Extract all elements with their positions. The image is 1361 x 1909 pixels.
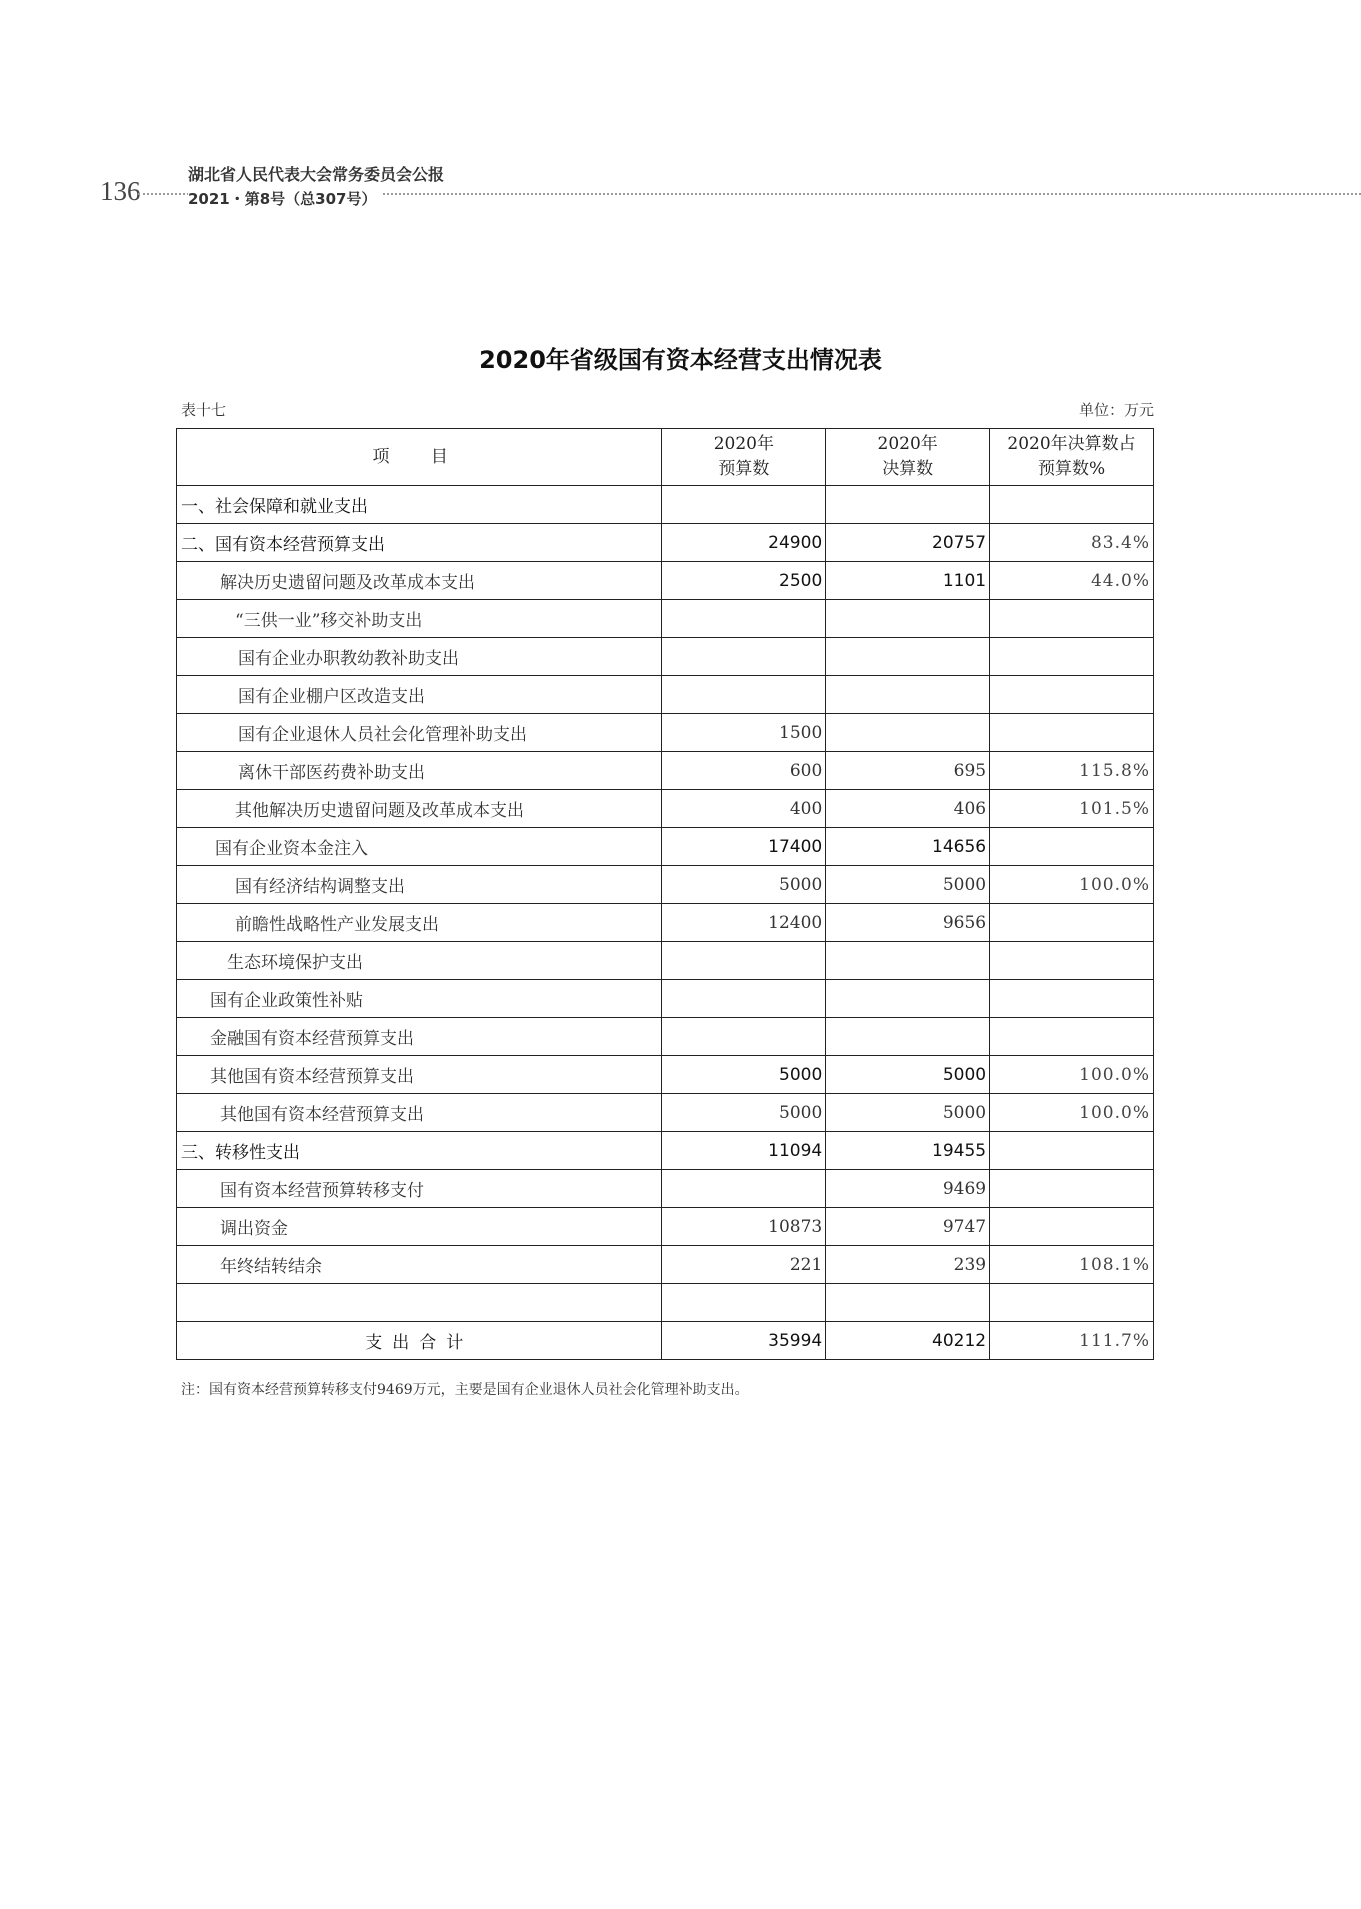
row-budget: 11094 xyxy=(662,1132,826,1170)
row-ratio xyxy=(990,1132,1154,1170)
row-label: 二、国有资本经营预算支出 xyxy=(177,524,662,562)
row-final: 1101 xyxy=(826,562,990,600)
table-row xyxy=(177,828,1154,866)
table-row xyxy=(177,1170,1154,1208)
row-budget xyxy=(662,1018,826,1056)
row-budget: 10873 xyxy=(662,1208,826,1246)
table-footnote: 注：国有资本经营预算转移支付9469万元，主要是国有企业退休人员社会化管理补助支出。 xyxy=(181,1382,749,1398)
table-row xyxy=(177,714,1154,752)
row-label xyxy=(177,1284,662,1322)
row-budget xyxy=(662,638,826,676)
row-label: 其他解决历史遗留问题及改革成本支出 xyxy=(177,790,662,828)
table-row xyxy=(177,980,1154,1018)
expenditure-table xyxy=(176,428,1154,1360)
row-final: 695 xyxy=(826,752,990,790)
row-budget: 5000 xyxy=(662,1056,826,1094)
row-label: 其他国有资本经营预算支出 xyxy=(177,1094,662,1132)
row-final xyxy=(826,1284,990,1322)
row-ratio: 101.5% xyxy=(990,790,1154,828)
table-row xyxy=(177,1094,1154,1132)
row-label: 国有经济结构调整支出 xyxy=(177,866,662,904)
row-budget xyxy=(662,1284,826,1322)
row-final: 9656 xyxy=(826,904,990,942)
row-budget xyxy=(662,1170,826,1208)
table-row xyxy=(177,1132,1154,1170)
table-number: 表十七 xyxy=(181,401,227,419)
row-label: 年终结转结余 xyxy=(177,1246,662,1284)
table-row-empty xyxy=(177,1284,1154,1322)
final-header-line2: 决算数 xyxy=(882,459,934,479)
row-ratio xyxy=(990,600,1154,638)
row-final xyxy=(826,600,990,638)
row-final xyxy=(826,486,990,524)
row-budget: 1500 xyxy=(662,714,826,752)
row-label: 国有企业资本金注入 xyxy=(177,828,662,866)
row-budget: 17400 xyxy=(662,828,826,866)
total-final: 40212 xyxy=(826,1322,990,1360)
row-label: 一、社会保障和就业支出 xyxy=(177,486,662,524)
row-final: 19455 xyxy=(826,1132,990,1170)
row-final: 5000 xyxy=(826,1056,990,1094)
row-final xyxy=(826,980,990,1018)
row-final xyxy=(826,942,990,980)
row-label: 离休干部医药费补助支出 xyxy=(177,752,662,790)
row-final: 5000 xyxy=(826,866,990,904)
row-label: 三、转移性支出 xyxy=(177,1132,662,1170)
table-row xyxy=(177,1246,1154,1284)
row-final: 14656 xyxy=(826,828,990,866)
row-budget xyxy=(662,600,826,638)
column-header-final xyxy=(826,429,990,486)
row-budget xyxy=(662,676,826,714)
row-ratio xyxy=(990,1208,1154,1246)
row-ratio xyxy=(990,942,1154,980)
row-final xyxy=(826,1018,990,1056)
total-budget: 35994 xyxy=(662,1322,826,1360)
page-number: 136 xyxy=(100,176,141,206)
row-final xyxy=(826,676,990,714)
journal-title: 湖北省人民代表大会常务委员会公报 xyxy=(188,165,445,184)
row-final: 406 xyxy=(826,790,990,828)
row-final xyxy=(826,638,990,676)
row-ratio xyxy=(990,676,1154,714)
table-row xyxy=(177,524,1154,562)
row-ratio: 44.0% xyxy=(990,562,1154,600)
table-row xyxy=(177,676,1154,714)
row-budget: 400 xyxy=(662,790,826,828)
row-label: 前瞻性战略性产业发展支出 xyxy=(177,904,662,942)
table-row xyxy=(177,638,1154,676)
row-ratio xyxy=(990,980,1154,1018)
table-row xyxy=(177,1208,1154,1246)
row-label: 其他国有资本经营预算支出 xyxy=(177,1056,662,1094)
row-budget: 221 xyxy=(662,1246,826,1284)
table-row xyxy=(177,562,1154,600)
table-row xyxy=(177,904,1154,942)
row-ratio xyxy=(990,714,1154,752)
row-budget: 24900 xyxy=(662,524,826,562)
row-budget: 2500 xyxy=(662,562,826,600)
row-final: 20757 xyxy=(826,524,990,562)
row-ratio xyxy=(990,486,1154,524)
column-header-budget xyxy=(662,429,826,486)
table-header-row xyxy=(177,429,1154,486)
row-ratio xyxy=(990,1284,1154,1322)
row-label: 金融国有资本经营预算支出 xyxy=(177,1018,662,1056)
ratio-header-line1: 2020年决算数占 xyxy=(1007,434,1136,454)
row-label: 调出资金 xyxy=(177,1208,662,1246)
table-row xyxy=(177,600,1154,638)
row-budget: 600 xyxy=(662,752,826,790)
table-row xyxy=(177,866,1154,904)
page-title: 2020年省级国有资本经营支出情况表 xyxy=(479,346,882,374)
row-ratio: 100.0% xyxy=(990,1056,1154,1094)
unit-label: 单位：万元 xyxy=(1078,401,1154,419)
row-ratio xyxy=(990,828,1154,866)
final-header-line1: 2020年 xyxy=(877,434,938,454)
row-ratio: 100.0% xyxy=(990,1094,1154,1132)
row-budget xyxy=(662,486,826,524)
row-label: 国有企业退休人员社会化管理补助支出 xyxy=(177,714,662,752)
row-label: 国有企业棚户区改造支出 xyxy=(177,676,662,714)
row-label: 国有企业政策性补贴 xyxy=(177,980,662,1018)
ratio-header-line2: 预算数% xyxy=(1037,459,1106,479)
row-final xyxy=(826,714,990,752)
row-final: 239 xyxy=(826,1246,990,1284)
budget-header-line1: 2020年 xyxy=(713,434,774,454)
table-total-row xyxy=(177,1322,1154,1360)
row-label: 国有企业办职教幼教补助支出 xyxy=(177,638,662,676)
table-row xyxy=(177,790,1154,828)
row-budget xyxy=(662,980,826,1018)
row-label: “三供一业”移交补助支出 xyxy=(177,600,662,638)
row-ratio xyxy=(990,904,1154,942)
total-ratio: 111.7% xyxy=(990,1322,1154,1360)
row-ratio: 100.0% xyxy=(990,866,1154,904)
row-final: 5000 xyxy=(826,1094,990,1132)
row-ratio xyxy=(990,638,1154,676)
total-label: 支出合计 xyxy=(177,1322,662,1360)
table-row xyxy=(177,1018,1154,1056)
row-label: 生态环境保护支出 xyxy=(177,942,662,980)
table-row xyxy=(177,486,1154,524)
table-row xyxy=(177,752,1154,790)
column-header-ratio xyxy=(990,429,1154,486)
row-budget: 5000 xyxy=(662,866,826,904)
table-row xyxy=(177,942,1154,980)
column-header-item: 项 目 xyxy=(177,429,662,486)
row-label: 解决历史遗留问题及改革成本支出 xyxy=(177,562,662,600)
row-budget: 5000 xyxy=(662,1094,826,1132)
journal-issue: 2021・第8号（总307号） xyxy=(188,188,383,209)
row-final: 9747 xyxy=(826,1208,990,1246)
row-budget xyxy=(662,942,826,980)
table-row xyxy=(177,1056,1154,1094)
row-ratio xyxy=(990,1018,1154,1056)
row-final: 9469 xyxy=(826,1170,990,1208)
row-ratio xyxy=(990,1170,1154,1208)
row-budget: 12400 xyxy=(662,904,826,942)
row-ratio: 108.1% xyxy=(990,1246,1154,1284)
budget-header-line2: 预算数 xyxy=(718,459,770,479)
row-label: 国有资本经营预算转移支付 xyxy=(177,1170,662,1208)
row-ratio: 83.4% xyxy=(990,524,1154,562)
row-ratio: 115.8% xyxy=(990,752,1154,790)
